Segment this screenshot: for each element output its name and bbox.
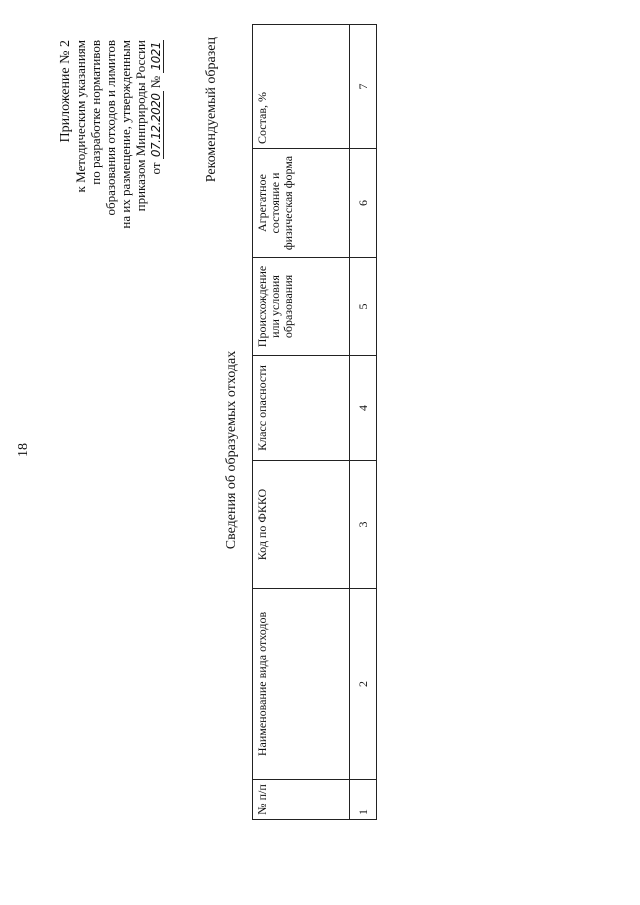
number-cell: 6 [350,149,377,258]
header-cell-fkko: Код по ФККО [253,461,350,589]
header-cell-num: № п/п [253,780,350,820]
table-title: Сведения об образуемых отходах [224,350,239,550]
sample-label: Рекомендуемый образец [204,37,219,183]
order-date: 07.12.2020 [149,93,163,158]
number-cell: 5 [350,258,377,356]
number-cell: 7 [350,25,377,149]
number-cell: 4 [350,356,377,461]
order-number-label: № [148,75,163,89]
page-number: 18 [16,443,31,457]
table-header-row [253,25,350,820]
waste-table [252,24,377,820]
appendix-line: приказом Минприроды России [133,40,148,212]
order-number: 1021 [149,42,163,71]
order-prefix: от [148,162,163,175]
appendix-line: на их размещение, утвержденным [118,40,133,229]
header-cell-composition: Состав, % [253,25,350,149]
number-cell: 1 [350,780,377,820]
header-cell-name: Наименование вида отходов [253,589,350,780]
header-cell-state: Агрегатное состояние и физическая форма [253,149,350,258]
header-cell-hazard-class: Класс опасности [253,356,350,461]
appendix-block [58,40,164,290]
order-line [148,40,164,290]
appendix-line: образования отходов и лимитов [103,40,118,216]
appendix-line: к Методическим указаниям [73,40,88,193]
number-cell: 3 [350,461,377,589]
appendix-line: по разработке нормативов [88,40,103,185]
table-number-row [350,25,377,820]
appendix-line: Приложение № 2 [58,40,73,143]
number-cell: 2 [350,589,377,780]
header-cell-origin: Происхождение или условия образования [253,258,350,356]
